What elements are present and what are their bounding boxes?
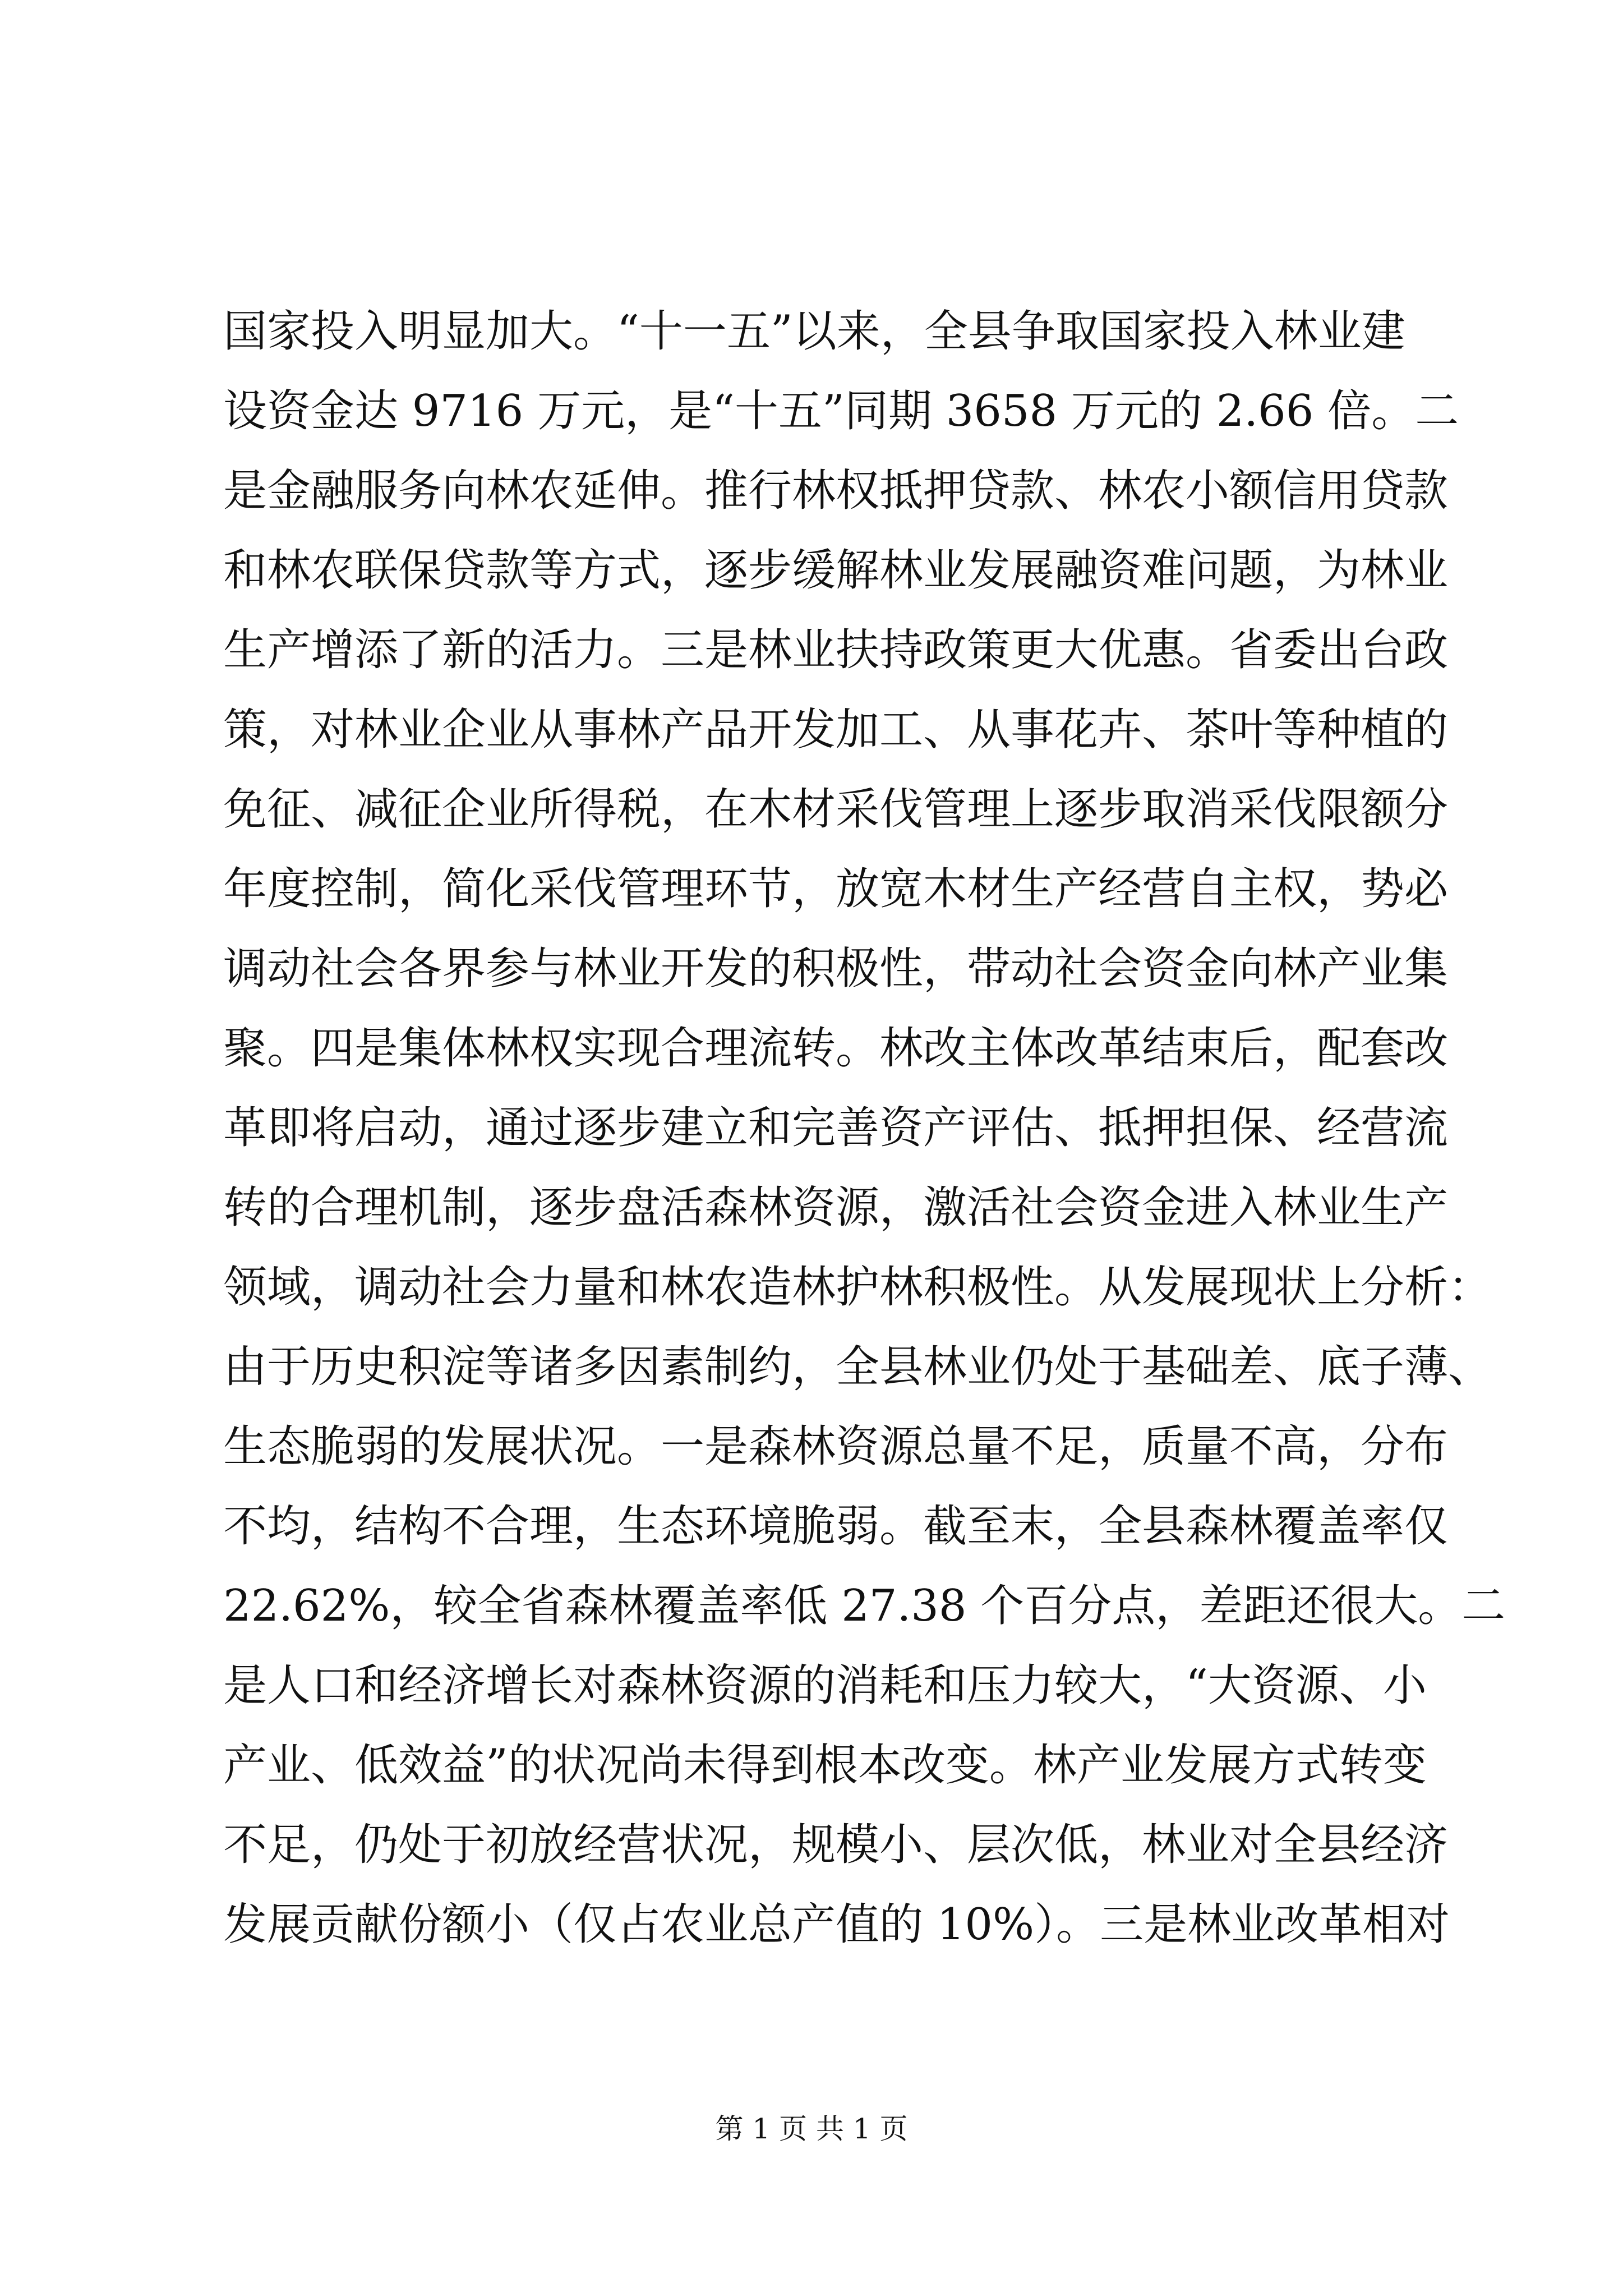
text-line: 调动社会各界参与林业开发的积极性，带动社会资金向林产业集: [223, 944, 1449, 994]
text-line: 发展贡献份额小（仅占农业总产值的 10%）。三是林业改革相对: [223, 1899, 1450, 1950]
text-line: 聚。四是集体林权实现合理流转。林改主体改革结束后，配套改: [223, 1023, 1449, 1074]
text-line: 设资金达 9716 万元，是“十五”同期 3658 万元的 2.66 倍。二: [223, 386, 1459, 436]
text-line: 产业、低效益”的状况尚未得到根本改变。林产业发展方式转变: [223, 1740, 1427, 1791]
text-line: 不足，仍处于初放经营状况，规模小、层次低，林业对全县经济: [223, 1820, 1449, 1870]
text-line: 生态脆弱的发展状况。一是森林资源总量不足，质量不高，分布: [223, 1421, 1449, 1472]
text-line: 是金融服务向林农延伸。推行林权抵押贷款、林农小额信用贷款: [223, 466, 1449, 516]
body-text: [223, 292, 1506, 1964]
text-line: 是人口和经济增长对森林资源的消耗和压力较大，“大资源、小: [223, 1660, 1427, 1711]
text-line: 策，对林业企业从事林产品开发加工、从事花卉、茶叶等种植的: [223, 705, 1449, 755]
text-line: 年度控制，简化采伐管理环节，放宽木材生产经营自主权，势必: [223, 864, 1449, 914]
text-line: 领域，调动社会力量和林农造林护林积极性。从发展现状上分析：: [223, 1262, 1492, 1313]
text-line: 不均，结构不合理，生态环境脆弱。截至末，全县森林覆盖率仅: [223, 1501, 1449, 1552]
text-line: 革即将启动，通过逐步建立和完善资产评估、抵押担保、经营流: [223, 1103, 1449, 1153]
text-line: 国家投入明显加大。“十一五”以来，全县争取国家投入林业建: [223, 306, 1405, 357]
text-line: 和林农联保贷款等方式，逐步缓解林业发展融资难问题，为林业: [223, 545, 1449, 596]
text-line: 由于历史积淀等诸多因素制约，全县林业仍处于基础差、底子薄、: [223, 1342, 1492, 1392]
text-line: 生产增添了新的活力。三是林业扶持政策更大优惠。省委出台政: [223, 625, 1449, 675]
page-footer: [0, 2106, 1623, 2147]
text-line: 22.62%，较全省森林覆盖率低 27.38 个百分点，差距还很大。二: [223, 1581, 1506, 1631]
page-number-label: 第 1 页 共 1 页: [715, 2113, 908, 2145]
text-line: 免征、减征企业所得税，在木材采伐管理上逐步取消采伐限额分: [223, 784, 1449, 835]
text-line: 转的合理机制，逐步盘活森林资源，激活社会资金进入林业生产: [223, 1182, 1449, 1233]
